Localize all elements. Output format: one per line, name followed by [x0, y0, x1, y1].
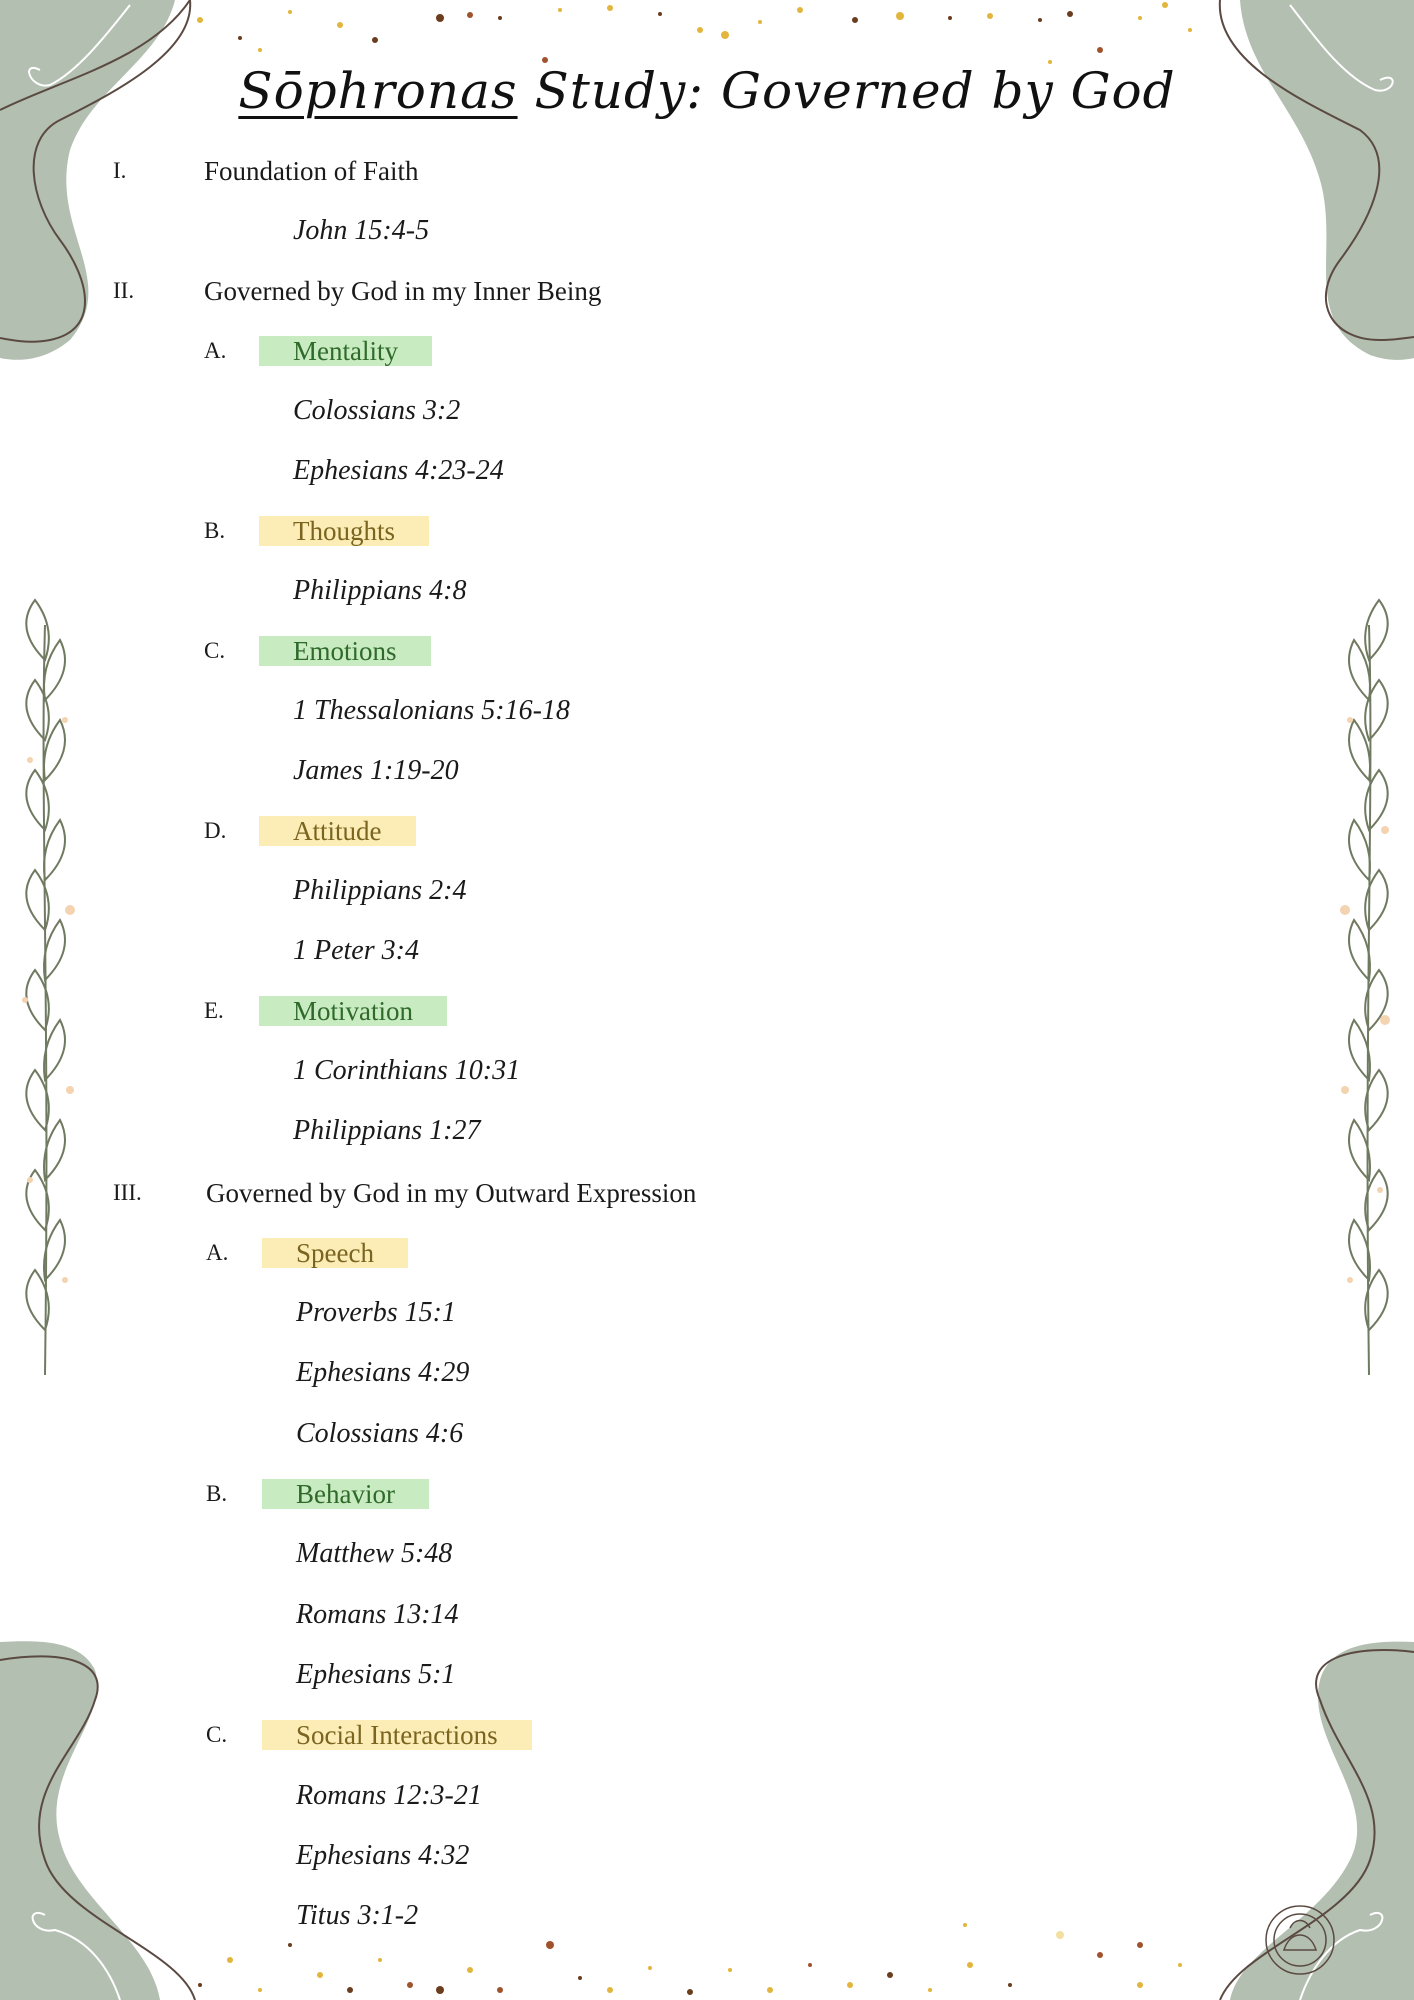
scripture-ref: 1 Peter 3:4: [293, 935, 419, 966]
scripture-ref: Colossians 3:2: [293, 395, 461, 426]
scripture-ref: James 1:19-20: [293, 755, 459, 786]
subsection-letter: B.: [206, 1481, 228, 1506]
subsection-letter: D.: [204, 818, 227, 843]
subsection-label: [293, 334, 432, 368]
section-heading: Governed by God in my Inner Being: [204, 276, 602, 306]
subsection-letter: B.: [204, 518, 226, 543]
highlight-yellow: Thoughts: [259, 516, 429, 546]
corner-blob-bottom-right: [1220, 1642, 1414, 2000]
corner-blob-bottom-left: [0, 1641, 195, 2000]
subsection-label: [293, 634, 431, 668]
scripture-ref: Matthew 5:48: [296, 1538, 453, 1569]
leaf-vine-left: [26, 600, 65, 1375]
scripture-ref: Romans 13:14: [296, 1599, 459, 1630]
section-numeral: III.: [113, 1180, 142, 1205]
highlight-yellow: Speech: [262, 1238, 408, 1268]
subsection-label: [293, 814, 416, 848]
section-numeral: II.: [113, 278, 135, 303]
highlight-green: Behavior: [262, 1479, 429, 1509]
subsection-letter: E.: [204, 998, 224, 1023]
subsection-label: [296, 1236, 408, 1270]
scripture-ref: John 15:4-5: [293, 215, 430, 246]
subsection-label: [296, 1718, 532, 1752]
highlight-yellow: Attitude: [259, 816, 416, 846]
subsection-label: [293, 514, 429, 548]
highlight-green: Mentality: [259, 336, 432, 366]
section-numeral: I.: [113, 158, 127, 183]
confetti-dots-top: [197, 2, 1192, 64]
scripture-ref: Proverbs 15:1: [296, 1297, 456, 1328]
section-heading: Foundation of Faith: [204, 156, 419, 186]
subsection-letter: A.: [204, 338, 227, 363]
subsection-letter: A.: [206, 1240, 229, 1265]
subsection-letter: C.: [204, 638, 226, 663]
scripture-ref: Ephesians 4:23-24: [293, 455, 504, 486]
scripture-ref: Ephesians 5:1: [296, 1659, 456, 1690]
subsection-letter: C.: [206, 1722, 228, 1747]
highlight-green: Emotions: [259, 636, 431, 666]
scripture-ref: Philippians 1:27: [293, 1115, 481, 1146]
scripture-ref: Colossians 4:6: [296, 1418, 464, 1449]
scripture-ref: 1 Corinthians 10:31: [293, 1055, 521, 1086]
scripture-ref: Ephesians 4:32: [296, 1840, 470, 1871]
scripture-ref: Ephesians 4:29: [296, 1357, 470, 1388]
scripture-ref: Titus 3:1-2: [296, 1900, 419, 1931]
highlight-green: Motivation: [259, 996, 447, 1026]
leaf-vine-right: [1349, 600, 1388, 1375]
page-title: [0, 62, 1414, 120]
subsection-label: [296, 1477, 429, 1511]
confetti-dots-bottom: [198, 1923, 1182, 1995]
corner-blob-top-right: [1220, 0, 1414, 360]
corner-blob-top-left: [0, 0, 190, 360]
title-rest: Study: Governed by God: [517, 62, 1176, 120]
subsection-label: [293, 994, 447, 1028]
scripture-ref: Philippians 2:4: [293, 875, 467, 906]
scripture-ref: Philippians 4:8: [293, 575, 467, 606]
scripture-ref: Romans 12:3-21: [296, 1780, 482, 1811]
section-heading: Governed by God in my Outward Expression: [206, 1178, 697, 1208]
title-underlined-word: Sōphronas: [238, 62, 518, 120]
highlight-yellow: Social Interactions: [262, 1720, 532, 1750]
scripture-ref: 1 Thessalonians 5:16-18: [293, 695, 570, 726]
